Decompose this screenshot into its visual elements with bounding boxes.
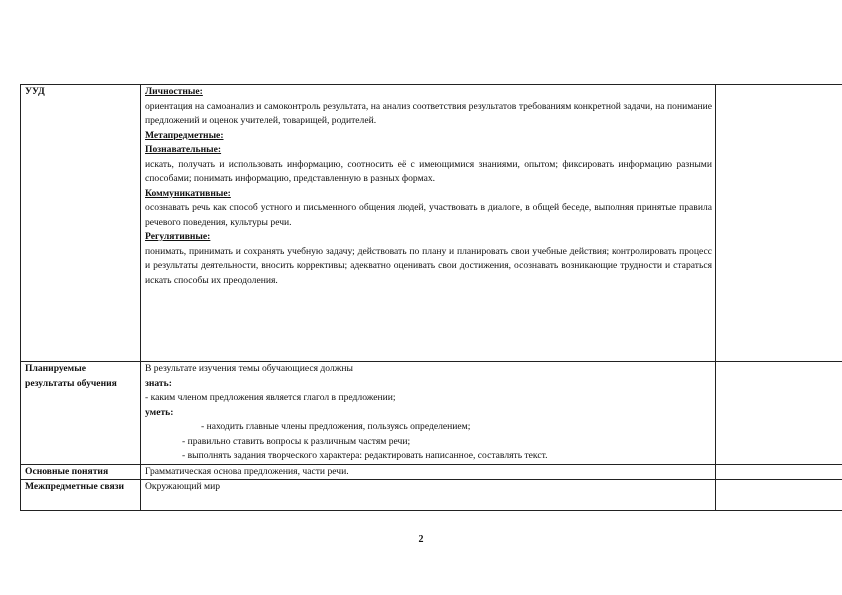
- concepts-text: Грамматическая основа предложения, части речи.: [145, 465, 349, 477]
- cognitive-heading: Познавательные:: [145, 144, 222, 155]
- communicative-text: осознавать речь как способ устного и письменного общения людей, участвовать в диалоге, в общей беседе, выполняя принятые правила речевого поведения, культуры речи.: [145, 202, 712, 228]
- results-label-cell: [21, 362, 141, 465]
- know-item: - каким членом предложения является глагол в предложении;: [145, 392, 396, 403]
- links-content-cell: [141, 480, 716, 511]
- metasubject-heading: Метапредметные:: [145, 129, 224, 141]
- can-item: - правильно ставить вопросы к различным частям речи;: [182, 435, 411, 447]
- personal-text: ориентация на самоанализ и самоконтроль результата, на анализ соответствия результатов требованиям конкретной задачи, на понимание предложений и оценок учителей, товарищей, родителей.: [145, 100, 712, 126]
- regulative-heading: Регулятивные:: [145, 231, 211, 242]
- know-heading: знать:: [145, 377, 172, 389]
- cognitive-text: искать, получать и использовать информацию, соотносить её с имеющимися знаниями, опытом; фиксировать информацию разными способами; понимать информацию, представленную в разных формах.: [145, 158, 712, 184]
- concepts-row: [21, 464, 842, 480]
- concepts-content-cell: [141, 464, 716, 480]
- results-extra-cell: [716, 362, 842, 465]
- uud-label: УУД: [25, 86, 45, 97]
- results-intro: В результате изучения темы обучающиеся должны: [145, 363, 353, 374]
- can-heading: уметь:: [145, 406, 174, 418]
- regulative-text: понимать, принимать и сохранять учебную задачу; действовать по плану и планировать свои учебные действия; контролировать процесс и результаты деятельности, вносить коррективы; адекватно оценивать свои достижения, осознавать возникающие трудности и стараться искать способы их преодоления.: [145, 245, 712, 286]
- results-label: Планируемые результаты обучения: [25, 363, 117, 389]
- personal-heading: Личностные:: [145, 86, 203, 97]
- concepts-extra-cell: [716, 464, 842, 480]
- concepts-label: Основные понятия: [25, 465, 109, 477]
- can-item: - находить главные члены предложения, пользуясь определением;: [201, 421, 471, 432]
- uud-content-cell: [141, 85, 716, 362]
- links-label-cell: [21, 480, 141, 511]
- uud-extra-cell: [716, 85, 842, 362]
- results-row: [21, 362, 842, 465]
- lesson-plan-table: [20, 84, 842, 511]
- concepts-label-cell: [21, 464, 141, 480]
- links-row: [21, 480, 842, 511]
- links-label: Межпредметные связи: [25, 481, 125, 492]
- results-content-cell: [141, 362, 716, 465]
- links-text: Окружающий мир: [145, 481, 221, 492]
- uud-row: [21, 85, 842, 362]
- can-item: - выполнять задания творческого характера: редактировать написанное, составлять текст.: [182, 450, 548, 461]
- communicative-heading: Коммуникативные:: [145, 187, 231, 199]
- uud-label-cell: [21, 85, 141, 362]
- links-extra-cell: [716, 480, 842, 511]
- page-number: 2: [418, 534, 424, 545]
